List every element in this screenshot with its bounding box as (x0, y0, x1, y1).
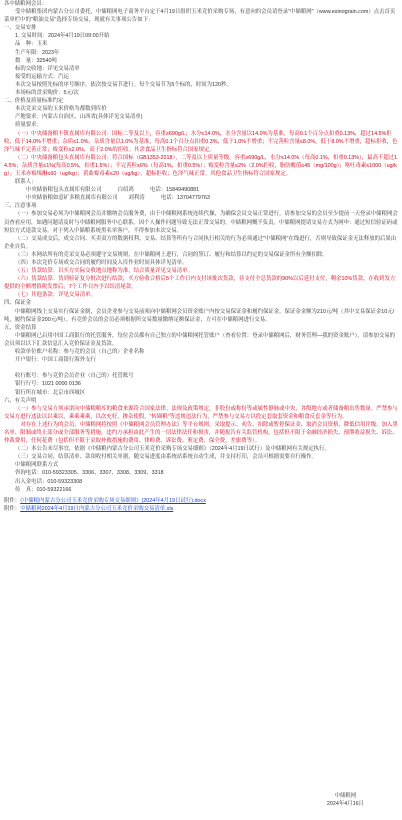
quality-baotou: （二）中央储备粮包头直属库有限公司：符合国标（GB1353-2018），二等及以上质量等级，容重≥690g/L，水分≤14.0%（每高0.1%，扣重0.13%），最高不超过14.5%；杂质含量≤1%(每高0.5%，扣重1.5%）；不完善粒≤6%（每高1%，扣重0.5%）；霉变粒含量≤2%（2.0%拒收，脂肪酸值≤45（mg/100g）；呕吐毒素≤1000（ug/kg）；玉米赤霉烯酮≤60（ug/kg）；黄曲霉毒素≤20（ug/kg），超标拒收；色泽气味正常。其他食品卫生指标符合国家规定。 (4, 154, 398, 177)
quality-fengzhen: （一）中央储备粮丰镇直属库有限公司：国标二等及以上，容重≥690g/L；水分≤14.0%，水分含量以14.0%为基准，每高0.1个百分点扣重0.13%，超过14.5%拒收，低于14.0%不增重；杂质≤1.0%，杂质含量以1.0%为基准，每高0.1个百分点扣重0.3%，低于1.0%不增重；不完善粒含量≤8.0%，低于8.0%不增重，超标拒收，色泽气味不完善正常；霉变粒≤2.0%，高于2.0%的拒收。其余食品卫生指标符合国家规定。 (4, 130, 398, 153)
notice-item: （五）货款结算：以买方实际交收地点地称为准，结合质量详见交易清单。 (15, 268, 193, 275)
attachment-prefix: 附件： (4, 497, 21, 504)
consult-phone: 咨询电话：010-59323305、3306、3307、3308、3309、3318 (15, 470, 164, 477)
contacts-label: 联系人： (15, 179, 37, 186)
contact-org: 中储粮网联系方式 (15, 462, 59, 469)
notice-item: （三）本网站所有的竞采交易必须遵守交易规则，在中储粮网上进行，合同的签订、履行和结算以约定的交易保证金所有全额扣除。 (15, 251, 328, 258)
exit-phone: 出入金电话：010-59323308 (15, 478, 83, 485)
fax: 传 真：010-59322166 (15, 486, 72, 493)
section-5-title: 五、资金结算 (4, 324, 37, 331)
contact-row: 中央储备粮包头直属库有限公司 白绍鸿 电话：15849490881 (26, 187, 200, 194)
delivery-place: 标的交收地：详见交易清单 (15, 65, 80, 72)
section-2-title: 二、价格及质量标准约定 (4, 98, 64, 105)
greeting: 各中储粮网会员： (4, 1, 48, 7)
origin-requirement: 产地要求：内蒙古自治区、山西省(具体详见交易清单) (15, 114, 143, 121)
notice-item: （六）货款结算：货到验证复分批次进行结款，买方验收合格后5个工作日内支付该批次货款，待支付全总货款的90%以后延付支付，剩余10%货款，在收到发方提供的全额增值税发票后，7个工作日内予以结清尾款。 (4, 276, 396, 291)
bank-city: 银行所在城市：北京市西城区 (15, 389, 86, 396)
declaration-item: （三）交易合同、结算清单、款项收付相关单据，随交易进度由系统站系统自动生成，并支持打印，会员可根据需要自行操作。 (15, 454, 317, 461)
bank-number: 银行行号：1021 0000 0136 (15, 381, 81, 388)
quantity: 数 量：32540吨 (15, 57, 57, 64)
signature-date: 2024年4月16日 (326, 800, 364, 807)
variety: 品 种：玉米 (15, 41, 48, 48)
notice-item: （七）其他条款：详见交易清单。 (15, 292, 96, 299)
attachment-list (4, 505, 398, 513)
declaration-item: （一）参与交易方须承诺向中储粮粮库的粮食来源符合国家法律、法规及政策规定，非股份或称份等或属性静脉或中央、各级地方或者储备粮出售数量。严禁参与交易方进行违法以以乘以，乘乘乘乘，以次充好，掺杂使假，"转圈粮"等违规违法行为，严禁参与交易方以投定套取套资金和粮食反套金等行为。 (4, 405, 398, 420)
intro-paragraph: 受中储粮集团内蒙古分公司委托，中储粮网电子商务平台定于4月19日组织玉米竞价采购专场，有意向的会员请登录"中储粮网"（www.esinograin.com）点击首页菜单栏中的"粮油交易"选择专场交易，现就有关事项公告如下： (4, 9, 396, 24)
section-6-title: 六、有关声明 (4, 397, 37, 404)
trade-order-note: 本次交易按照先标的序号顺序，依次按交易节进行。每个交易节为5个标的，时间为120秒。 (15, 81, 232, 88)
trade-time: 1. 交易时间：2024年4月19日09:00开始 (15, 33, 110, 40)
settlement-intro: 中储粮网已启用中国工商银行的托管服务，每位会员都有自己独立的中储粮网托管账户（查看位置：登录中储粮网后，财务管理—我的资金账户），请参加交易的会员须以以下汇款信息汇入竞价保证金及货款。 (4, 332, 396, 347)
bank-name: 开户银行：中国工商银行海外支行 (15, 357, 96, 364)
price-basis: 本次竞采交易的玉米价格为都数到库价 (15, 106, 107, 113)
price-step: 本场标的盘采购价：5元/次 (15, 90, 79, 97)
signature-org: 中储粮网 (334, 792, 357, 799)
attachment-rules (4, 497, 398, 505)
declaration-item: （二）本公告未尽事宜，依据《中储粮内蒙古分公司玉米竞价采购专场交易细则》（2024年4月19日试行）及中储粮网有关规定执行。 (15, 446, 330, 453)
payee-account: 收行账号：参与竞价会员企业（自己的）托管账号 (15, 373, 134, 380)
notice-item: （一）参加交易必须为中储粮网会员并缴纳会员服务费，由于中储粮网系统连续代操，为确保会员交易正常进行，请参加交易的会员至少提前一天登录中储粮网会员查看应用，如遇问题请及时与中储粮网服务中心联系。因个人操作问题导致无法正常交易的，中储粮网概不负责。中储粮网提请交易方式为网申：通过短信验证码或短信方式退款交易。对于列入中储粮系统黑名单客户，不得参加本次交易。 (4, 211, 398, 234)
transport-mode: 接受的运输方式：汽运 (15, 73, 69, 80)
attachment-prefix: 附件： (4, 505, 21, 512)
notice-item: （四）本次竞价专场成交合同的履约时间及入库作业时间具体详见清单。 (15, 260, 188, 266)
announcement-document (4, 0, 398, 820)
contact-row: 中央储备粮如意矿多粮直属库有限公司 刘利涛 电话：13704779763 (26, 195, 210, 202)
notice-item: （二）交易成交后，成交合同、买卖双方的数据权利、交易、结算等所有与合同执行相关的行为必须通过"中储粮网"在线进行，否则导致保证金无法释放的后果由企业自负。 (4, 235, 397, 250)
blank-line (4, 364, 398, 372)
deposit-text: 中储粮网线上交易实行保证金制，会员企业参与交易前须向中储粮网会员资金账户内按交易保证金和履约保证金，保证金金额为210元/吨（其中交易保证金10元/吨，履约保证金200元/吨）。有竞价会员的会员必须根据所交易数量缴纳足额保证金，方可在中储粮网进行交易。 (4, 308, 395, 323)
production-year: 生产年限：2023年 (15, 49, 60, 56)
attachment-list-link[interactable]: 中储粮网2024年4月19日内蒙古分公司玉米竞价采购交易清单.xls (20, 505, 174, 512)
signature-block (327, 792, 364, 808)
section-3-title: 三、注意事项 (4, 203, 37, 210)
declaration-item: 对存在上述行为的会员，中储粮网将按照《中储粮网会员管理办法》等平台规则，采取提示、劝告、扣除或暂停保证金、取消会员资格、降低信用评级、加入黑名单、限制或终止部分或全部服务等措施，违约方承担由此产生的一切法律法任和损害，并随报告有关监管机构，包括但不限于金融经济损失、预期收益损失、诉讼、仲裁费用、任何花费（包括但不限于采取补救措施的费用、律师费、诉讼费、鉴定费、保全费、差旅费等）。 (4, 421, 398, 445)
section-4-title: 四、保证金 (4, 300, 31, 307)
quality-label: 质量要求： (15, 122, 42, 129)
section-1-title: 一、交易安排 (4, 25, 37, 32)
account-name: 收款单位账户名称：参与竞的会员（自己的）企业名称 (15, 349, 145, 356)
attachment-rules-link[interactable]: 《中储粮内蒙古分公司玉米竞价采购专场交易细则》(2024年4月19日试行).docx (20, 497, 206, 504)
